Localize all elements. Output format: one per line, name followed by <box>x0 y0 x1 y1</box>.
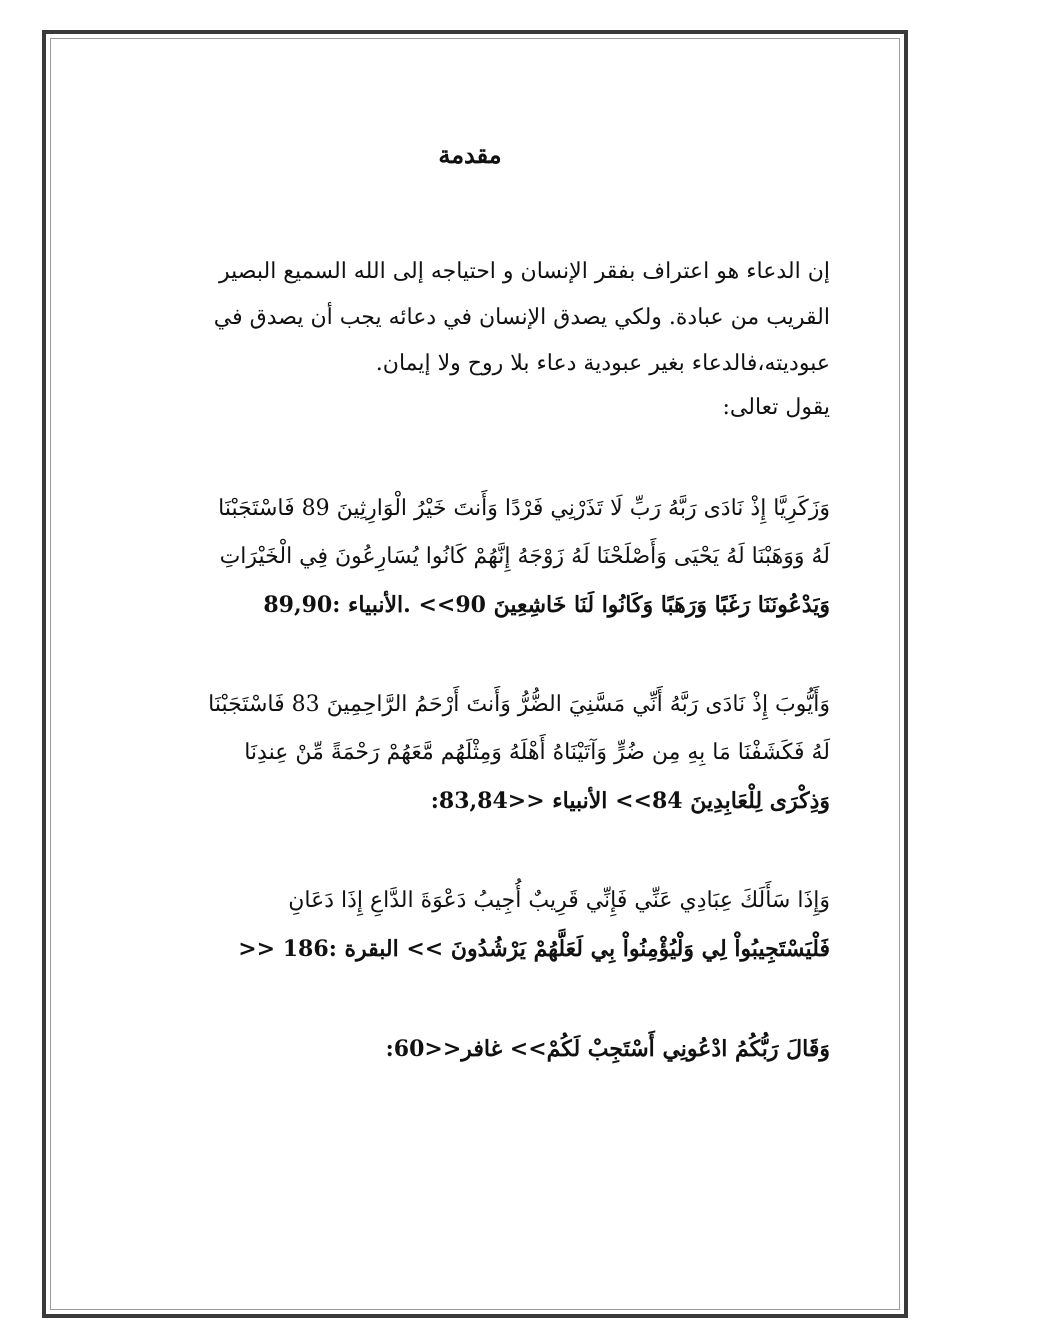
verse-line: وَقَالَ رَبُّكُمُ ادْعُونِي أَسْتَجِبْ لَكُمْ>> غافر<<60: <box>385 1036 830 1062</box>
verse-line: وَأَيُّوبَ إِذْ نَادَى رَبَّهُ أَنِّي مَسَّنِيَ الضُّرُّ وَأَنتَ أَرْحَمُ الرَّاحِمِينَ 83 فَاسْتَجَبْنَا <box>208 692 830 717</box>
verse-line: وَإِذَا سَأَلَكَ عِبَادِي عَنِّي فَإِنِّي قَرِيبٌ أُجِيبُ دَعْوَةَ الدَّاعِ إِذَا دَعَانِ <box>288 888 830 913</box>
verse-block-ayyub <box>150 681 830 825</box>
page-title: مقدمة <box>438 140 502 169</box>
verse-block-zakariya <box>150 485 830 629</box>
verse-block-ghafir <box>150 1025 830 1073</box>
verse-line: وَزَكَرِيَّا إِذْ نَادَى رَبَّهُ رَبِّ لَا تَذَرْنِي فَرْدًا وَأَنتَ خَيْرُ الْوَارِثِينَ 89 فَاسْتَجَبْنَا <box>218 496 830 521</box>
verse-line: لَهُ وَوَهَبْنَا لَهُ يَحْيَى وَأَصْلَحْنَا لَهُ زَوْجَهُ إِنَّهُمْ كَانُوا يُسَارِعُونَ فِي الْخَيْرَاتِ <box>219 544 830 569</box>
verse-line: لَهُ فَكَشَفْنَا مَا بِهِ مِن ضُرٍّ وَآتَيْنَاهُ أَهْلَهُ وَمِثْلَهُم مَّعَهُمْ رَحْمَةً مِّنْ عِندِنَا <box>244 740 830 765</box>
intro-say: يقول تعالى: <box>722 395 830 420</box>
intro-paragraph <box>150 249 830 429</box>
verse-line: وَيَدْعُونَنَا رَغَبًا وَرَهَبًا وَكَانُوا لَنَا خَاشِعِينَ 90>> .الأنبياء :89,90 <box>263 592 830 618</box>
intro-line: القريب من عبادة. ولكي يصدق الإنسان في دعائه يجب أن يصدق في <box>213 305 830 330</box>
verse-line: فَلْيَسْتَجِيبُواْ لِي وَلْيُؤْمِنُواْ بِي لَعَلَّهُمْ يَرْشُدُونَ >> البقرة :186 << <box>238 936 830 962</box>
verse-line: وَذِكْرَى لِلْعَابِدِينَ 84>> الأنبياء <<83,84: <box>430 788 830 814</box>
document-content <box>150 140 830 1073</box>
intro-line: عبوديته،فالدعاء بغير عبودية دعاء بلا روح ولا إيمان. <box>375 351 830 376</box>
verse-block-baqara <box>150 877 830 973</box>
intro-line: إن الدعاء هو اعتراف بفقر الإنسان و احتياجه إلى الله السميع البصير <box>219 259 830 284</box>
